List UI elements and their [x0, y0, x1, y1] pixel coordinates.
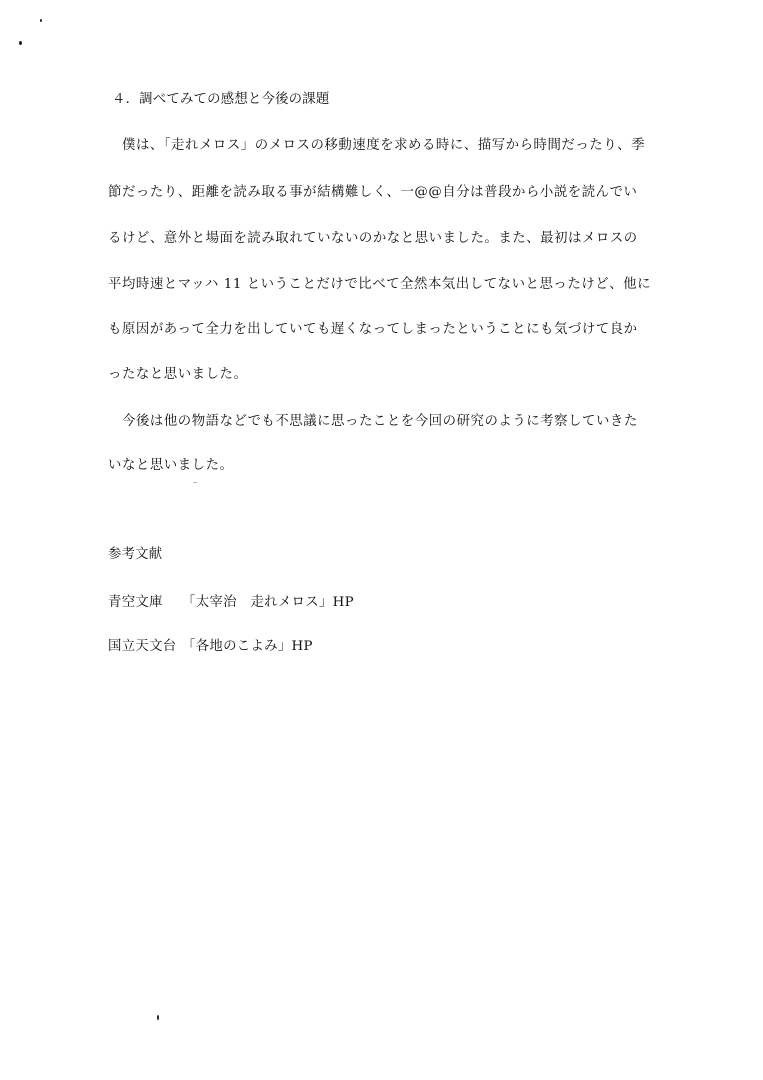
paragraph-line: 今後は他の物語などでも不思議に思ったことを今回の研究のように考察していきた — [122, 414, 638, 429]
section-heading: ４．調べてみての感想と今後の課題 — [112, 92, 330, 107]
references-title: 参考文献 — [108, 547, 163, 562]
reference-source: 国立天文台 — [108, 639, 177, 654]
paragraph-line: るけど、意外と場面を読み取れていないのかなと思いました。また、最初はメロスの — [108, 231, 638, 246]
paragraph-line: も原因があって全力を出していても遅くなってしまったということにも気づけて良か — [108, 322, 638, 337]
paragraph-line: 平均時速とマッハ 11 ということだけで比べて全然本気出してないと思ったけど、他に — [108, 277, 652, 292]
reference-entry — [108, 594, 354, 612]
reference-entry — [108, 638, 313, 656]
paragraph-line: ったなと思いました。 — [108, 367, 248, 382]
paragraph-line: 節だったり、距離を読み取る事が結構難しく、一@@自分は普段から小説を読んでい — [108, 185, 638, 200]
scan-speck — [193, 482, 197, 483]
paragraph-line: 僕は、「走れメロス」のメロスの移動速度を求める時に、描写から時間だったり、季 — [122, 138, 646, 153]
scan-speck — [19, 41, 22, 45]
paragraph-line: いなと思いました。 — [108, 458, 234, 473]
reference-source: 青空文庫 — [108, 595, 163, 610]
scan-speck — [40, 19, 42, 22]
reference-title: 「各地のこよみ」HP — [182, 639, 313, 654]
reference-title: 「太宰治 走れメロス」HP — [182, 595, 354, 610]
scan-speck — [157, 1015, 159, 1020]
